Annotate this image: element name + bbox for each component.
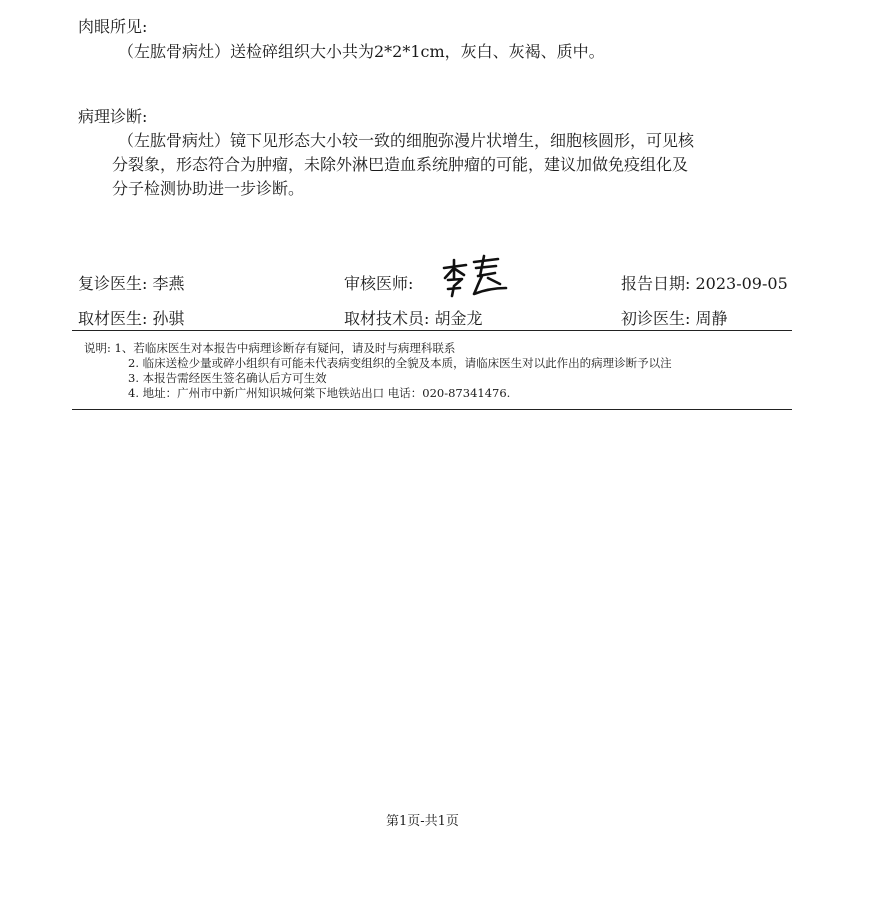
- sampling-doctor: [78, 306, 185, 329]
- page-number: 第1页-共1页: [386, 814, 459, 829]
- audit-doctor-signature: [440, 252, 510, 298]
- gross-text: （左肱骨病灶）送检碎组织大小共为2*2*1cm，灰白、灰褐、质中。: [118, 42, 605, 61]
- notes-item-2: 2. 临床送检少量或碎小组织有可能未代表病变组织的全貌及本质，请临床医生对以此作出的病理诊断予以注: [128, 356, 672, 370]
- review-doctor-label: 复诊医生:: [78, 274, 148, 293]
- report-date-value: 2023-09-05: [695, 274, 788, 293]
- divider-top: [72, 330, 792, 331]
- review-doctor: [78, 271, 185, 294]
- initial-doctor-label: 初诊医生:: [621, 309, 691, 328]
- audit-doctor-label: 审核医师:: [344, 274, 414, 293]
- notes-item-3: 3. 本报告需经医生签名确认后方可生效: [128, 371, 327, 385]
- notes-prefix: 说明:: [84, 341, 111, 355]
- sampling-doctor-label: 取材医生:: [78, 309, 148, 328]
- diagnosis-line-3: 分子检测协助进一步诊断。: [112, 179, 305, 198]
- sampling-tech-name: 胡金龙: [434, 309, 483, 328]
- sampling-tech: [344, 306, 483, 329]
- divider-bottom: [72, 409, 792, 410]
- notes-item-1: 1、若临床医生对本报告中病理诊断存有疑问，请及时与病理科联系: [114, 341, 456, 355]
- sampling-doctor-name: 孙骐: [152, 309, 185, 328]
- sampling-tech-label: 取材技术员:: [344, 309, 430, 328]
- report-date-label: 报告日期:: [621, 274, 691, 293]
- diagnosis-line-2: 分裂象，形态符合为肿瘤，未除外淋巴造血系统肿瘤的可能，建议加做免疫组化及: [112, 155, 689, 174]
- report-date: [621, 271, 788, 294]
- initial-doctor: [621, 306, 728, 329]
- review-doctor-name: 李燕: [152, 274, 185, 293]
- notes-line-1: [84, 340, 455, 356]
- gross-heading: 肉眼所见:: [78, 17, 148, 36]
- initial-doctor-name: 周静: [695, 309, 728, 328]
- notes-item-4: 4. 地址：广州市中新广州知识城何棠下地铁站出口 电话：020-87341476.: [128, 386, 511, 400]
- diagnosis-line-1: （左肱骨病灶）镜下见形态大小较一致的细胞弥漫片状增生，细胞核圆形，可见核: [118, 131, 695, 150]
- diagnosis-heading: 病理诊断:: [78, 107, 148, 126]
